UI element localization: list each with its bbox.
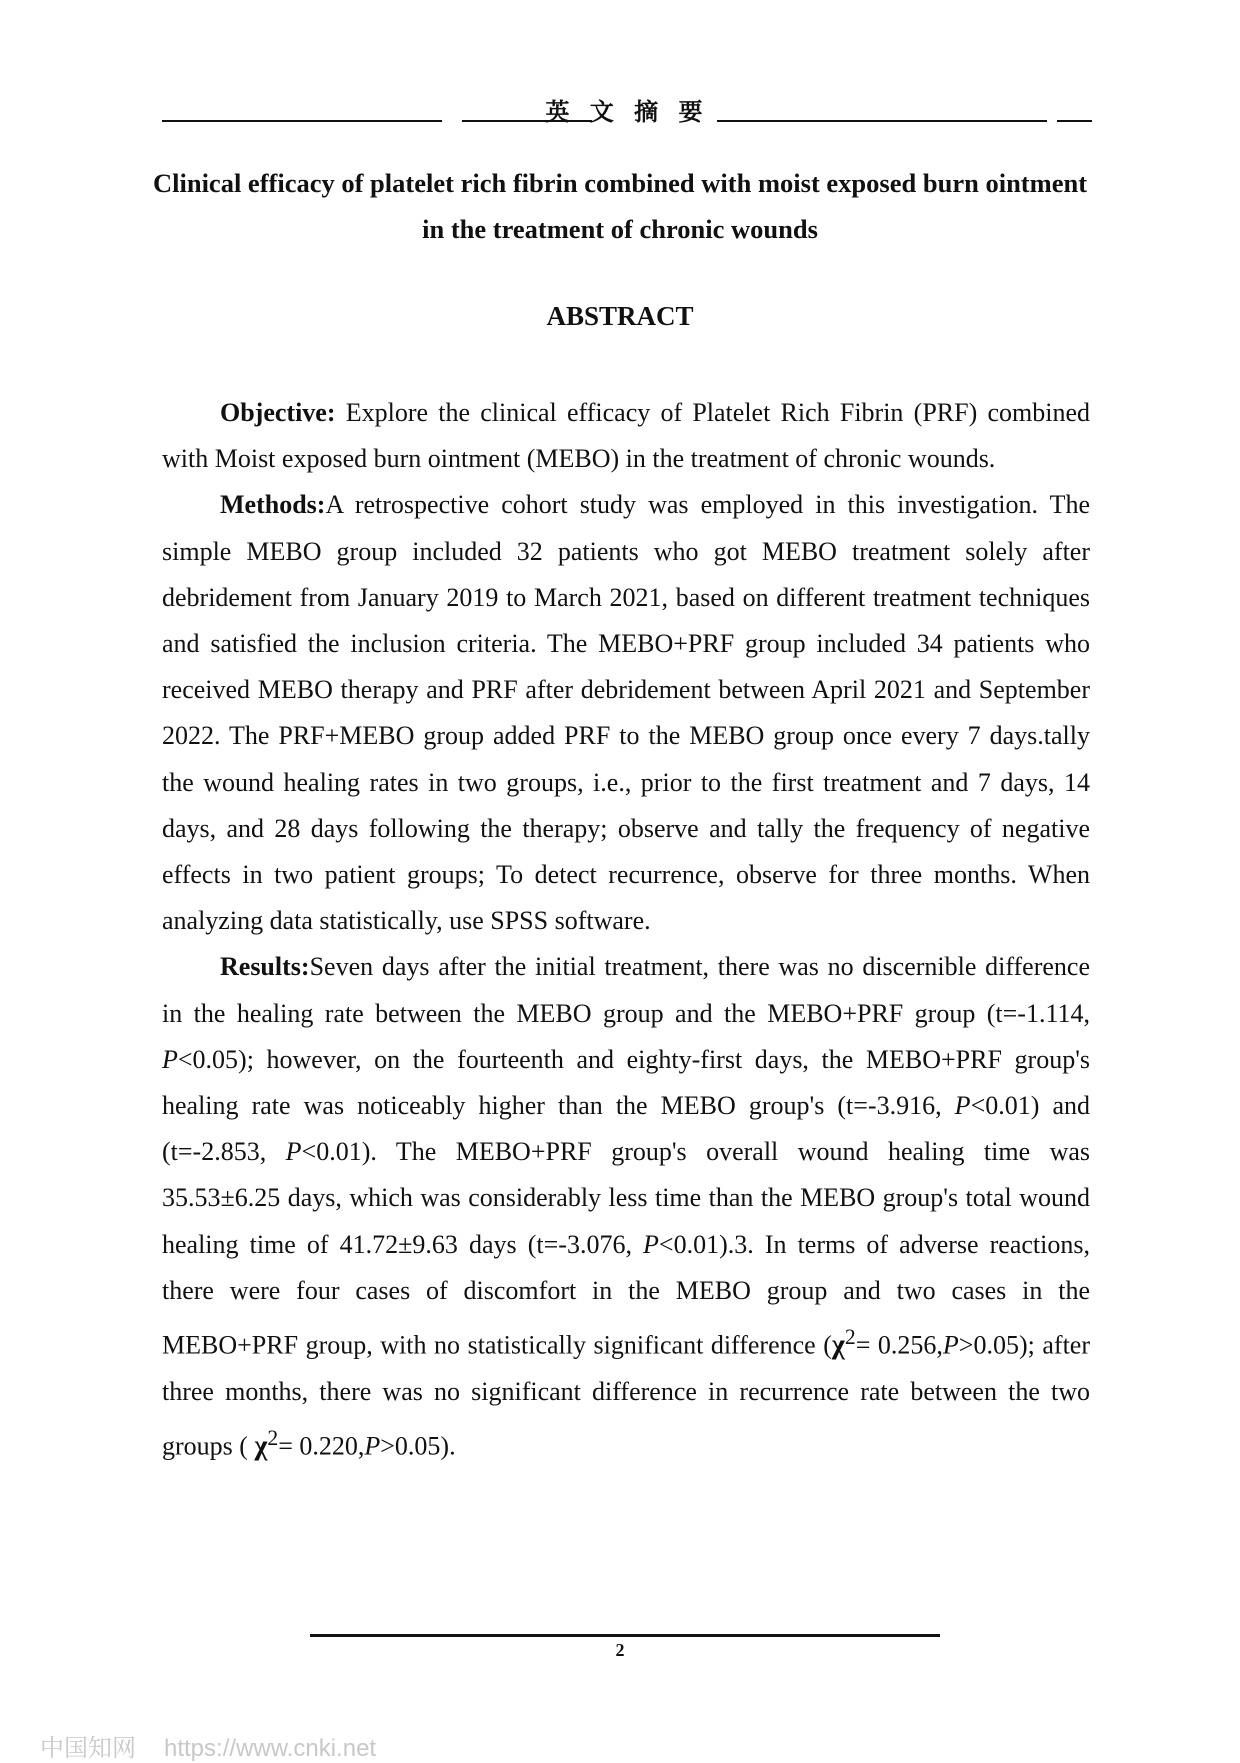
results-text: Seven days after the initial treatment, there was no discernible difference in the healing rate between the MEBO group and the MEBO+PRF group (t=-1.114,	[162, 952, 1090, 1028]
abstract-heading: ABSTRACT	[546, 301, 694, 331]
results-label: Results:	[220, 952, 310, 982]
p-symbol: P	[954, 1091, 971, 1121]
objective-paragraph	[162, 390, 1090, 482]
p-symbol: P	[942, 1330, 959, 1360]
page-number: 2	[615, 1640, 625, 1660]
header-label: 英 文 摘 要	[545, 98, 709, 126]
methods-paragraph	[162, 482, 1090, 944]
methods-text: A retrospective cohort study was employed in this investigation. The simple MEBO group included 32 patients who got MEBO treatment solely after debridement from January 2019 to March 2021, based on different treatment techniques and satisfied the inclusion criteria. The MEBO+PRF group included 34 patients who received MEBO therapy and PRF after debridement between April 2021 and September 2022. The PRF+MEBO group added PRF to the MEBO group once every 7 days.tally the wound healing rates in two groups, i.e., prior to the first treatment and 7 days, 14 days, and 28 days following the therapy; observe and tally the frequency of negative effects in two patient groups; To detect recurrence, observe for three months. When analyzing data statistically, use SPSS software.	[162, 490, 1090, 936]
results-text: <0.05); however, on the fourteenth and eighty-first days, the MEBO+PRF group's healing rate was noticeably higher than the MEBO group's (t=-3.916,	[162, 1044, 1090, 1121]
abstract-body	[162, 390, 1090, 1470]
footer-rule	[310, 1634, 940, 1637]
results-text: >0.05).	[380, 1431, 456, 1461]
chi-symbol: χ	[831, 1329, 845, 1361]
chi-superscript: 2	[844, 1325, 856, 1350]
chi-symbol: χ	[254, 1430, 268, 1462]
methods-label: Methods:	[220, 490, 326, 520]
results-text: <0.01) and (t=-2.853,	[162, 1091, 1090, 1167]
p-symbol: P	[643, 1229, 659, 1259]
paper-title: Clinical efficacy of platelet rich fibrin combined with moist exposed burn ointment in the treatment of chronic wounds	[152, 168, 1088, 244]
objective-text: Explore the clinical efficacy of Platelet Rich Fibrin (PRF) combined with Moist exposed burn ointment (MEBO) in the treatment of chronic wounds.	[162, 398, 1090, 474]
results-text: >0.05); after three months, there was no significant difference in recurrence rate between the two groups (	[162, 1330, 1090, 1461]
results-text: = 0.256,	[855, 1330, 943, 1360]
watermark-url[interactable]: https://www.cnki.net	[164, 1735, 377, 1762]
watermark	[40, 1728, 376, 1763]
objective-label: Objective:	[220, 398, 336, 427]
p-symbol: P	[285, 1137, 302, 1167]
chi-superscript: 2	[267, 1426, 279, 1451]
watermark-name: 中国知网	[40, 1734, 136, 1762]
results-text: <0.01). The MEBO+PRF group's overall wound healing time was 35.53±6.25 days, which was considerably less time than the MEBO group's total wound healing time of 41.72±9.63 days (t=-3.076,	[162, 1137, 1091, 1259]
results-text: <0.01).3. In terms of adverse reactions, there were four cases of discomfort in the MEBO group and two cases in the MEBO+PRF group, with no statistically significant difference (	[162, 1229, 1090, 1360]
running-header	[162, 92, 1092, 126]
p-symbol: P	[364, 1431, 381, 1461]
results-text: = 0.220,	[278, 1431, 365, 1461]
results-paragraph	[162, 944, 1090, 1470]
p-symbol: P	[162, 1044, 178, 1074]
